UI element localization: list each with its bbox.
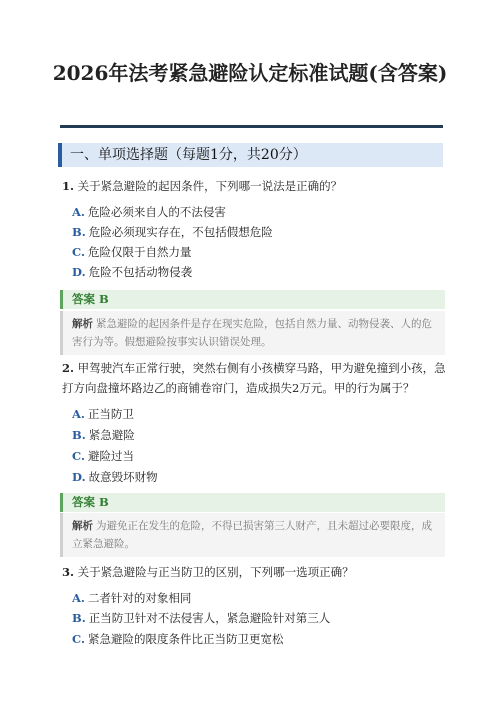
question-2 [62, 358, 446, 398]
answer-1: 答案 B [60, 290, 445, 309]
option-1c [72, 244, 191, 260]
explanation-text: 紧急避险的起因条件是存在现实危险，包括自然力量、动物侵袭、人的危害行为等。假想避险按事实认识错误处理。 [72, 318, 432, 348]
question-text: 关于紧急避险的起因条件，下列哪一说法是正确的？ [77, 179, 343, 193]
option-text: 危险不包括动物侵袭 [88, 265, 193, 279]
option-2b [72, 427, 135, 443]
option-2d [72, 469, 158, 485]
section-heading: 一、单项选择题（每题1分，共20分） [58, 143, 443, 167]
option-1a [72, 204, 226, 220]
question-text: 甲驾驶汽车正常行驶，突然右侧有小孩横穿马路，甲为避免撞到小孩，急打方向盘撞坏路边乙的商铺卷帘门，造成损失2万元。甲的行为属于？ [62, 361, 446, 395]
question-number: 3. [62, 565, 75, 579]
question-text: 关于紧急避险与正当防卫的区别，下列哪一选项正确？ [77, 565, 354, 579]
option-2c [72, 448, 134, 464]
explanation-label: 解析 [72, 318, 93, 330]
option-3a [72, 590, 191, 606]
option-text: 故意毁坏财物 [88, 470, 158, 484]
option-text: 危险必须来自人的不法侵害 [87, 205, 226, 219]
explanation-1 [60, 311, 445, 355]
question-number: 2. [62, 361, 75, 375]
option-letter: A. [72, 205, 85, 219]
option-letter: B. [72, 428, 86, 442]
explanation-label: 解析 [72, 520, 93, 532]
option-1b [72, 224, 273, 240]
option-1d [72, 264, 192, 280]
option-text: 二者针对的对象相同 [87, 591, 192, 605]
option-letter: A. [72, 407, 85, 421]
explanation-text: 为避免正在发生的危险，不得已损害第三人财产，且未超过必要限度，成立紧急避险。 [72, 520, 432, 550]
option-text: 正当防卫 [87, 407, 134, 421]
question-1 [62, 176, 446, 196]
option-text: 紧急避险 [88, 428, 135, 442]
question-3 [62, 562, 446, 582]
option-2a [72, 406, 134, 422]
option-letter: D. [72, 265, 86, 279]
option-letter: C. [72, 632, 85, 646]
option-letter: B. [72, 611, 86, 625]
option-3c [72, 631, 283, 647]
option-text: 紧急避险的限度条件比正当防卫更宽松 [87, 632, 284, 646]
option-text: 避险过当 [87, 449, 134, 463]
answer-2: 答案 B [60, 493, 445, 512]
title-divider [60, 125, 443, 128]
option-letter: C. [72, 245, 85, 259]
option-3b [72, 610, 330, 626]
option-text: 正当防卫针对不法侵害人，紧急避险针对第三人 [88, 611, 331, 625]
explanation-2 [60, 513, 445, 557]
option-letter: B. [72, 225, 86, 239]
option-letter: A. [72, 591, 85, 605]
option-letter: D. [72, 470, 86, 484]
option-letter: C. [72, 449, 85, 463]
option-text: 危险仅限于自然力量 [87, 245, 192, 259]
document-title: 2026年法考紧急避险认定标准试题(含答案) [52, 61, 448, 85]
option-text: 危险必须现实存在，不包括假想危险 [88, 225, 273, 239]
question-number: 1. [62, 179, 75, 193]
